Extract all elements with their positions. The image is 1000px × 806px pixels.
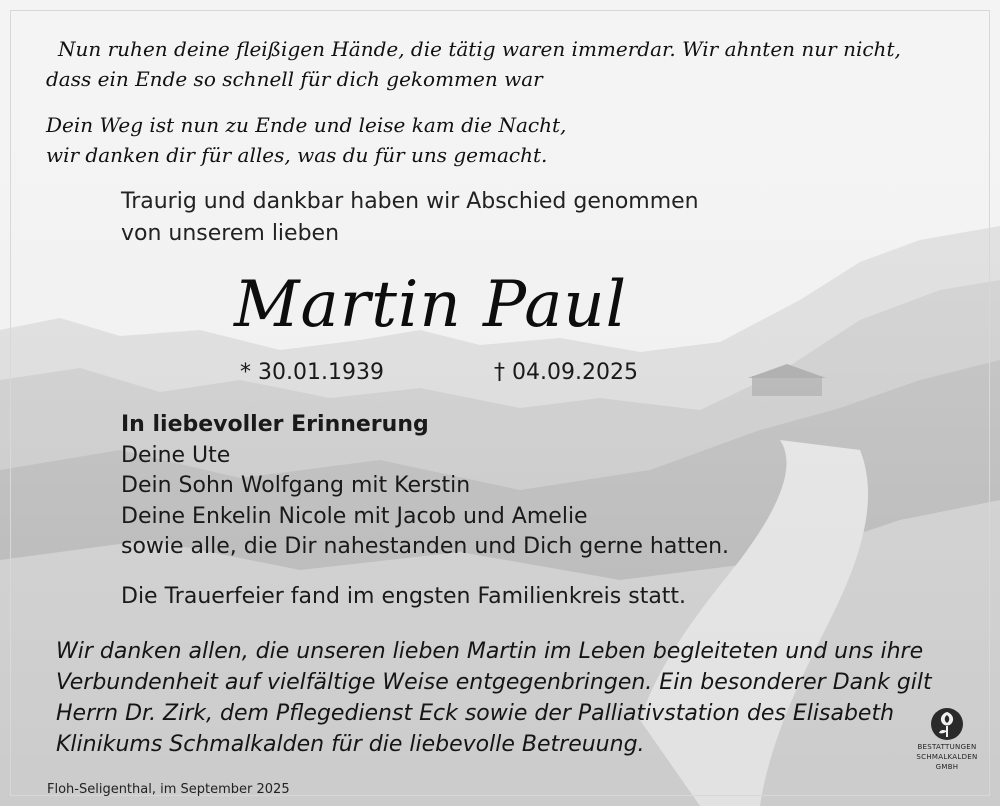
poem-top [46,34,966,94]
intro-line: Traurig und dankbar haben wir Abschied genommen [121,189,699,214]
thanks-line: Verbundenheit auf vielfältige Weise entgegenbringen. Ein besonderer Dank gilt [56,670,932,695]
family-section [121,410,729,563]
logo-line: SCHMALKALDEN [916,753,978,761]
birth-date: * 30.01.1939 [240,360,384,385]
poem-line: dass ein Ende so schnell für dich gekommen war [46,67,543,91]
place-date: Floh-Seligenthal, im September 2025 [47,782,290,797]
death-date: † 04.09.2025 [494,360,638,385]
family-line: Deine Enkelin Nicole mit Jacob und Amelie [121,503,588,529]
poem-bottom [46,110,646,170]
family-line: Deine Ute [121,442,231,468]
poem-line: Nun ruhen deine fleißigen Hände, die tätig waren immerdar. Wir ahnten nur nicht, [58,37,901,61]
logo-line: GMBH [935,763,959,771]
ceremony-notice: Die Trauerfeier fand im engsten Familienkreis statt. [121,584,687,609]
poem-line: wir danken dir für alles, was du für uns gemacht. [46,143,548,167]
thanks-line: Herrn Dr. Zirk, dem Pflegedienst Eck sowie der Palliativstation des Elisabeth [56,701,895,726]
funeral-home-logo [906,706,988,772]
family-line: sowie alle, die Dir nahestanden und Dich gerne hatten. [121,534,730,559]
rose-emblem-icon [929,706,965,742]
thanks-line: Wir danken allen, die unseren lieben Martin im Leben begleiteten und uns ihre [56,639,924,664]
family-heading: In liebevoller Erinnerung [121,412,429,437]
intro-line: von unserem lieben [121,221,340,246]
thanks-line: Klinikums Schmalkalden für die liebevolle Betreuung. [56,732,645,757]
family-line: Dein Sohn Wolfgang mit Kerstin [121,473,471,498]
intro-text [121,186,699,250]
poem-line: Dein Weg ist nun zu Ende und leise kam die Nacht, [46,113,567,137]
deceased-name: Martin Paul [234,268,628,342]
thanks-text [56,636,936,760]
logo-line: BESTATTUNGEN [917,743,977,751]
